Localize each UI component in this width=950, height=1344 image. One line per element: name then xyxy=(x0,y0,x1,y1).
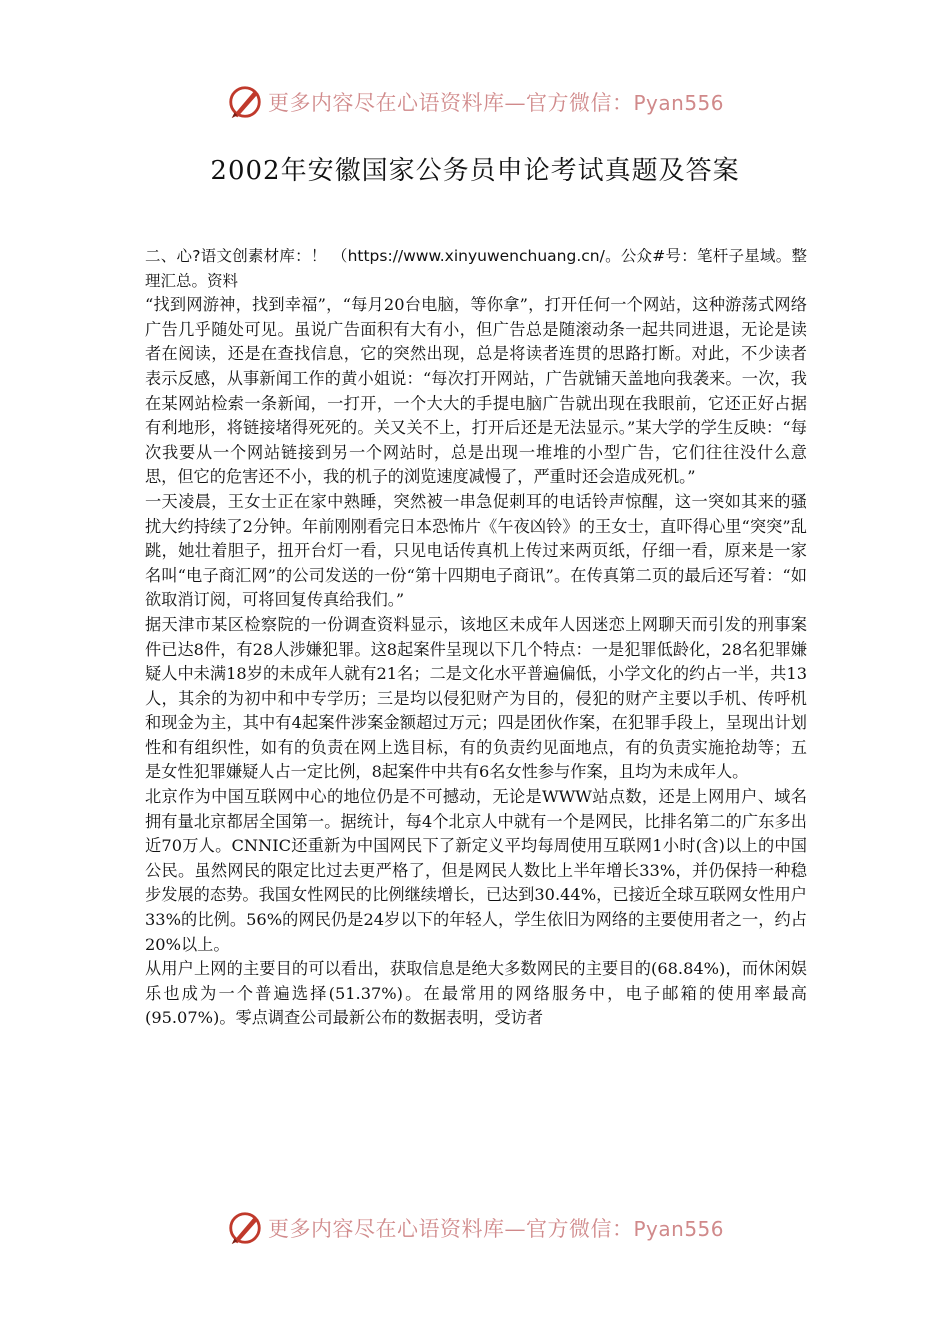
paragraph: “找到网游神，找到幸福”，“每月20台电脑，等你拿”，打开任何一个网站，这种游荡式网络广告几乎随处可见。虽说广告面积有大有小，但广告总是随滚动条一起共同进退，无论是读者在阅读，还是在查找信息，它的突然出现，总是将读者连贯的思路打断。对此，不少读者表示反感，从事新闻工作的黄小姐说：“每次打开网站，广告就铺天盖地向我袭来。一次，我在某网站检索一条新闻，一打开，一个大大的手提电脑广告就出现在我眼前，它还正好占据有利地形，将链接堵得死死的。关又关不上，打开后还是无法显示。”某大学的学生反映：“每次我要从一个网站链接到另一个网站时，总是出现一堆堆的小型广告，它们往往没什么意思，但它的危害还不小，我的机子的浏览速度减慢了，严重时还会造成死机。” xyxy=(145,295,807,487)
page-title: 2002年安徽国家公务员申论考试真题及答案 xyxy=(210,156,740,186)
paragraph: 北京作为中国互联网中心的地位仍是不可撼动，无论是WWW站点数，还是上网用户、域名拥有量北京都居全国第一。据统计，每4个北京人中就有一个是网民，比排名第二的广东多出近70万人。CNNIC还重新为中国网民下了新定义平均每周使用互联网1小时(含)以上的中国公民。虽然网民的限定比过去更严格了，但是网民人数比上半年增长33%，并仍保持一种稳步发展的态势。我国女性网民的比例继续增长，已达到30.44%，已接近全球互联网女性用户33%的比例。56%的网民仍是24岁以下的年轻人，学生依旧为网络的主要使用者之一，约占20%以上。 xyxy=(145,787,807,954)
paragraph: 一天凌晨，王女士正在家中熟睡，突然被一串急促刺耳的电话铃声惊醒，这一突如其来的骚扰大约持续了2分钟。年前刚刚看完日本恐怖片《午夜凶铃》的王女士，直吓得心里“突突”乱跳，她壮着胆子，扭开台灯一看，只见电话传真机上传过来两页纸，仔细一看，原来是一家名叫“电子商汇网”的公司发送的一份“第十四期电子商讯”。在传真第二页的最后还写着：“如欲取消订阅，可将回复传真给我们。” xyxy=(145,491,807,610)
paragraph: 据天津市某区检察院的一份调查资料显示，该地区未成年人因迷恋上网聊天而引发的刑事案件已达8件，有28人涉嫌犯罪。这8起案件呈现以下几个特点：一是犯罪低龄化，28名犯罪嫌疑人中未满18岁的未成年人就有21名；二是文化水平普遍偏低，小学文化的约占一半，共13人，其余的为初中和中专学历；三是均以侵犯财产为目的，侵犯的财产主要以手机、传呼机和现金为主，其中有4起案件涉案金额超过万元；四是团伙作案，在犯罪手段上，呈现出计划性和有组织性，如有的负责在网上选目标，有的负责约见面地点，有的负责实施抢劫等；五是女性犯罪嫌疑人占一定比例，8起案件中共有6名女性参与作案，且均为未成年人。 xyxy=(145,614,807,782)
document-body xyxy=(145,244,807,1031)
wechat-id: Pyan556 xyxy=(633,1217,724,1241)
footer-banner xyxy=(0,1208,950,1248)
paragraph: 从用户上网的主要目的可以看出，获取信息是绝大多数网民的主要目的(68.84%)，而休闲娱乐也成为一个普遍选择(51.37%)。在最常用的网络服务中，电子邮箱的使用率最高(95.07%)。零点调查公司最新公布的数据表明，受访者 xyxy=(145,959,807,1028)
banner-text: 更多内容尽在心语资料库—官方微信：Pyan556 xyxy=(267,91,724,115)
section-heading: 二、心?语文创素材库：！ （https://www.xinyuwenchuang.cn/。公众#号：笔杆子星域。整理汇总。资料 xyxy=(145,247,807,290)
pen-circle-logo-icon xyxy=(226,1209,264,1247)
header-banner xyxy=(0,82,950,122)
wechat-id: Pyan556 xyxy=(633,91,724,115)
pen-circle-logo-icon xyxy=(226,83,264,121)
banner-text: 更多内容尽在心语资料库—官方微信：Pyan556 xyxy=(267,1217,724,1241)
